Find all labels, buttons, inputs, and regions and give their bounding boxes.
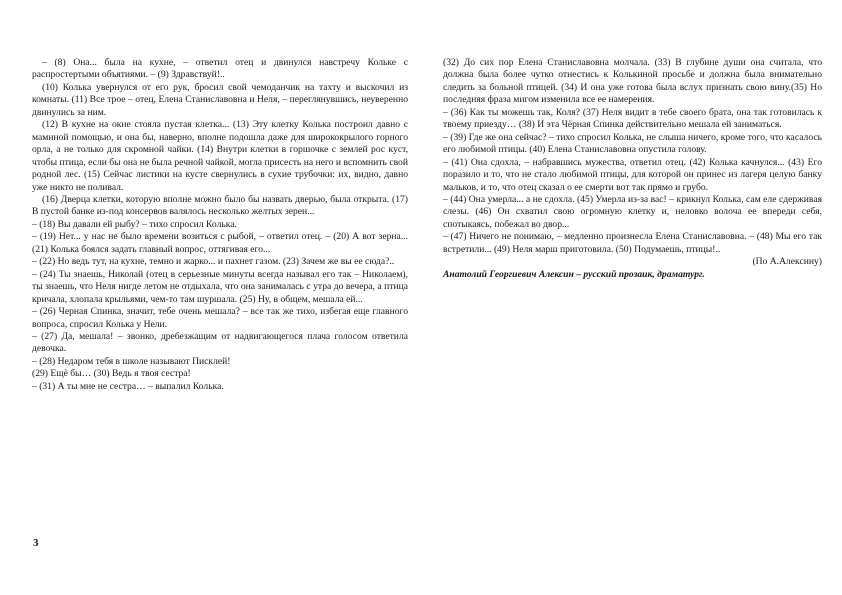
paragraph: (12) В кухне на окне стояла пустая клетка... (13) Эту клетку Колька построил давно с маминой помощью, и она бы, наверно, вполне подошла даже для ширококрылого горного орла, а не только для скромной чайки. (14) Внутри клетки в горшочке с землей рос куст, чтобы птица, если бы она не была речной чайкой, могла присесть на него и вспомнить свой родной лес. (15) Сейчас листики на кусте свернулись в сухие трубочки: их, видно, давно уже никто не поливал.	[32, 119, 408, 193]
paragraph: – (28) Недаром тебя в школе называют Писклей!	[32, 355, 231, 367]
paragraph: – (8) Она... была на кухне, – ответил отец и двинулся навстречу Кольке с распростертыми объятиями. – (9) Здравствуй!..	[32, 57, 408, 81]
paragraph: – (47) Ничего не понимаю, – медленно произнесла Елена Станиславовна. – (48) Мы его так встретили... (49) Неля марш приготовила. (50) Подумаешь, птицы!..	[443, 231, 822, 255]
paragraph: – (39) Где же она сейчас? – тихо спросил Колька, не слыша ничего, кроме того, что касалось его любимой птицы. (40) Елена Станиславовна опустила голову.	[443, 131, 822, 156]
paragraph: – (19) Нет... у нас не было времени возиться с рыбой, – ответил отец. – (20) А вот зерна... (21) Колька боялся задать главный вопрос, оттягивая его...	[32, 231, 408, 255]
paragraph: – (31) А ты мне не сестра… – выпалил Колька.	[32, 380, 224, 392]
paragraph: (10) Колька увернулся от его рук, бросил свой чемоданчик на тахту и выскочил из комнаты. (11) Все трое – отец, Елена Станиславовна и Неля, – переглянувшись, неуверенно двинулись за ним.	[32, 81, 408, 118]
paragraph: – (44) Она умерла... а не сдохла. (45) Умерла из-за вас! – крикнул Колька, сам еле сдерживая слезы. (46) Он схватил свою огромную клетку и, неловко волоча ее впереди себя, спотыкаясь, побежал во двор...	[443, 193, 822, 230]
left-text-column	[32, 57, 408, 393]
paragraph: (29) Ещё бы… (30) Ведь я твоя сестра!	[32, 368, 191, 380]
paragraph: (32) До сих пор Елена Станиславовна молчала. (33) В глубине души она считала, что должна была более чутко отнестись к Колькиной просьбе и должна была внимательно следить за больной птицей. (34) И она уже готова была вслух признать свою вину.(35) Но последняя фраза мигом изменила все ее намерения.	[443, 57, 822, 106]
paragraph: – (27) Да, мешала! – звонко, дребезжащим от надвигающегося плача голосом ответила девочка.	[32, 330, 408, 355]
paragraph: – (36) Как ты можешь так, Коля? (37) Неля видит в тебе своего брата, она так готовилась к твоему приезду… (38) И эта Чёрная Спинка действительно мешала ей заниматься.	[443, 106, 822, 131]
paragraph: (16) Дверца клетки, которую вполне можно было бы назвать дверью, была открыта. (17) В пустой банке из-под консервов валялось несколько желтых зерен...	[32, 193, 408, 218]
paragraph: (По А.Алексину)	[752, 256, 822, 268]
page-number: 3	[33, 537, 39, 549]
paragraph: – (24) Ты знаешь, Николай (отец в серьезные минуты всегда называл его так – Николаем), ты знаешь, что Неля нигде летом не отдыхала, что она занималась с утра до вечера, а птица кричала, хлопала крыльями, чем-то там шуршала. (25) Ну, в общем, мешала ей...	[32, 268, 408, 305]
right-text-column	[443, 57, 822, 281]
paragraph: – (22) Но ведь тут, на кухне, темно и жарко... и пахнет газом. (23) Зачем же вы ее сюда?..	[32, 256, 395, 268]
paragraph: Анатолий Георгиевич Алексин – русский прозаик, драматург.	[443, 268, 705, 280]
paragraph: – (26) Черная Спинка, значит, тебе очень мешала? – все так же тихо, избегая еще главного вопроса, спросил Колька у Нели.	[32, 306, 408, 330]
paragraph: – (41) Она сдохла, – набравшись мужества, ответил отец. (42) Колька качнулся... (43) Его поразило и то, что не стало любимой птицы, для которой он принес из лагеря целую банку мальков, и то, что отец сказал о ее смерти вот так прямо и грубо.	[443, 156, 822, 193]
paragraph: – (18) Вы давали ей рыбу? – тихо спросил Колька.	[32, 218, 237, 230]
